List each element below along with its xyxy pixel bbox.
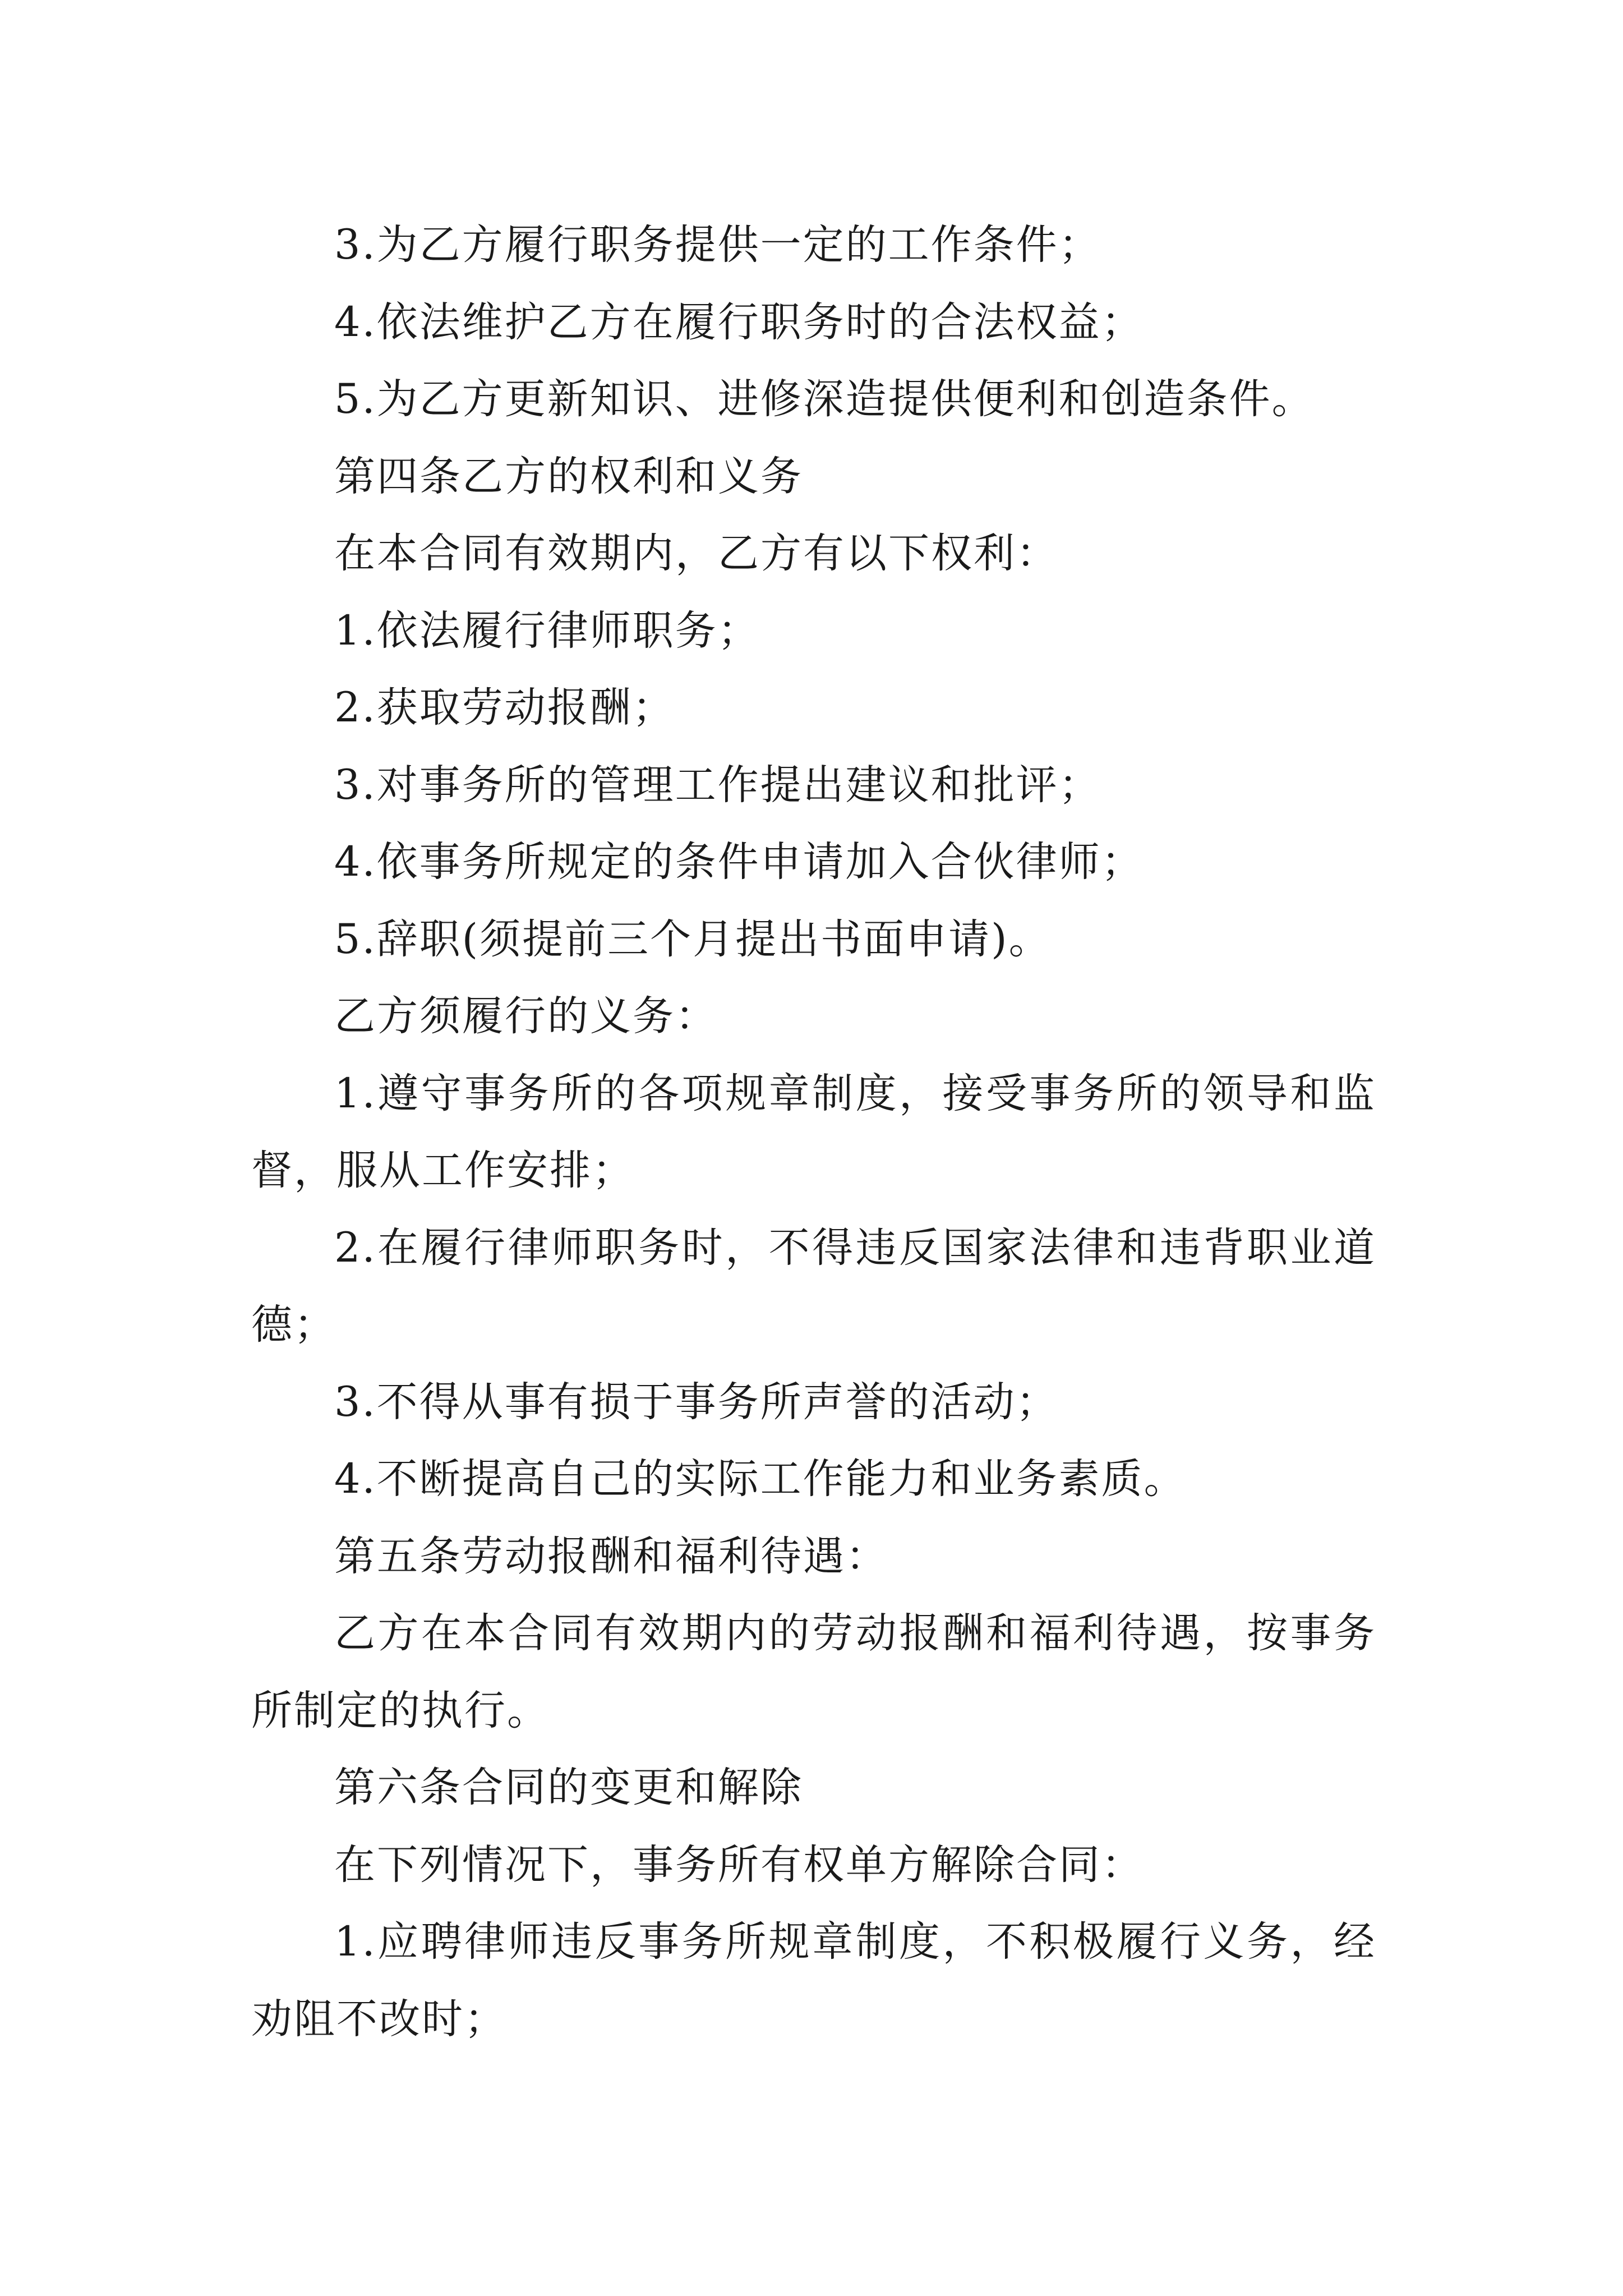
article-heading: 第六条合同的变更和解除 [334,1764,803,1811]
clause-item: 2.在履行律师职务时，不得违反国家法律和违背职业道德； [251,1223,1376,1349]
article-heading: 第四条乙方的权利和义务 [334,452,803,500]
clause-item: 5.辞职(须提前三个月提出书面申请)。 [334,915,1052,963]
clause-item: 1.遵守事务所的各项规章制度，接受事务所的领导和监督，服从工作安排； [251,1069,1376,1194]
clause-item: 3.不得从事有损于事务所声誉的活动； [334,1378,1059,1426]
clause-item: 4.依法维护乙方在履行职务时的合法权益； [334,298,1144,346]
clause-item: 4.不断提高自己的实际工作能力和业务素质。 [334,1455,1187,1503]
document-body [251,206,1376,2058]
paragraph: 在本合同有效期内，乙方有以下权利： [334,530,1059,577]
clause-item: 4.依事务所规定的条件申请加入合伙律师； [334,838,1144,886]
clause-item: 1.依法履行律师职务； [334,606,760,655]
article-heading: 第五条劳动报酬和福利待遇： [334,1532,888,1580]
paragraph: 在下列情况下，事务所有权单方解除合同： [334,1841,1144,1889]
clause-item: 1.应聘律师违反事务所规章制度，不积极履行义务，经劝阻不改时； [251,1918,1376,2043]
clause-item: 5.为乙方更新知识、进修深造提供便利和创造条件。 [334,375,1315,423]
clause-item: 2.获取劳动报酬； [334,684,675,731]
clause-item: 3.对事务所的管理工作提出建议和批评； [334,761,1101,809]
paragraph: 乙方在本合同有效期内的劳动报酬和福利待遇，按事务所制定的执行。 [251,1609,1376,1734]
paragraph: 乙方须履行的义务： [334,992,718,1040]
clause-item: 3.为乙方履行职务提供一定的工作条件； [334,221,1101,269]
